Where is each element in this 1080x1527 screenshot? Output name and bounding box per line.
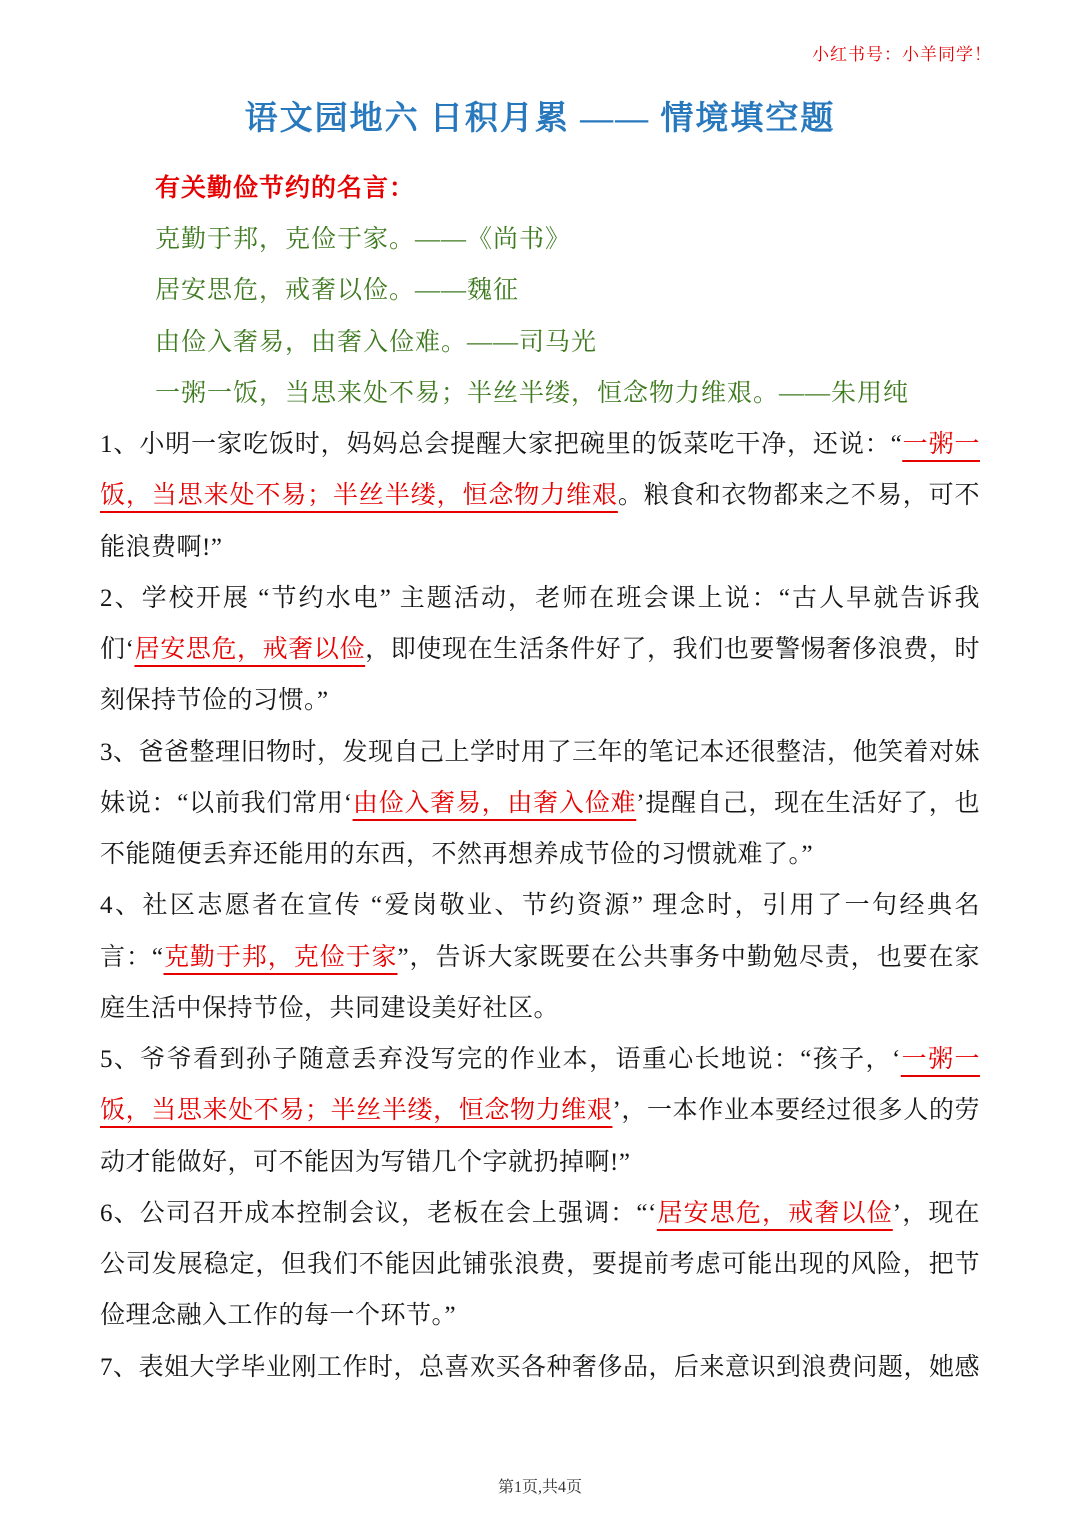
question-text: ”，告诉大家既要在公共事务中勤勉尽责，也要在家庭生活中保持节俭，共同建设美好社区。: [100, 943, 980, 1022]
answer-text: 居安思危，戒奢以俭: [656, 1199, 893, 1227]
question-text: 3、爸爸整理旧物时，发现自己上学时用了三年的笔记本还很整洁，他笑着对妹妹说：“以前我们常用‘: [100, 738, 981, 817]
question-paragraph: [100, 727, 980, 881]
question-paragraph: [100, 880, 980, 1034]
quote-line: 由俭入奢易，由奢入俭难。——司马光: [155, 328, 598, 356]
question-text: ’提醒自己，现在生活好了，也不能随便丢弃还能用的东西，不然再想养成节俭的习惯就难了。”: [100, 789, 980, 869]
question-text: 6、公司召开成本控制会议，老板在会上强调：“‘: [100, 1199, 657, 1227]
quote-line: 一粥一饭，当思来处不易；半丝半缕，恒念物力维艰。——朱用纯: [155, 379, 910, 407]
question-paragraph: [100, 1034, 980, 1188]
question-paragraph: [100, 1188, 980, 1342]
page-title: 语文园地六 日积月累 —— 情境填空题: [244, 101, 836, 137]
quote-line: 居安思危，戒奢以俭。——魏征: [155, 277, 520, 305]
answer-text: 克勤于邦，克俭于家: [163, 943, 398, 971]
question-text: 2、学校开展 “节约水电” 主题活动，老师在班会课上说：“古人早就告诉我们‘: [100, 584, 980, 664]
question-text: ’，一本作业本要经过很多人的劳动才能做好，可不能因为写错几个字就扔掉啊!”: [100, 1097, 980, 1176]
quote-line: 克勤于邦，克俭于家。——《尚书》: [155, 226, 572, 254]
question-text: ，即使现在生活条件好了，我们也要警惕奢侈浪费，时刻保持节俭的习惯。”: [100, 636, 980, 715]
question-paragraph: [100, 419, 980, 573]
quotes-section: [155, 163, 978, 419]
quotes-list: [155, 214, 978, 419]
question-text: 5、爷爷看到孙子随意丢弃没写完的作业本，语重心长地说：“孩子，‘: [100, 1046, 901, 1074]
watermark-text: 小红书号：小羊同学！: [812, 45, 992, 64]
questions: [100, 419, 980, 1393]
answer-text: 居安思危，戒奢以俭: [134, 636, 366, 664]
question-text: 1、小明一家吃饭时，妈妈总会提醒大家把碗里的饭菜吃干净，还说：“: [100, 431, 903, 459]
answer-text: 一粥一饭，当思来处不易；半丝半缕，恒念物力维艰: [100, 1046, 980, 1125]
question-paragraph: [100, 573, 980, 727]
answer-text: 一粥一饭，当思来处不易；半丝半缕，恒念物力维艰: [100, 431, 980, 510]
question-paragraph: [100, 1342, 980, 1393]
question-text: ’，现在公司发展稳定，但我们不能因此铺张浪费，要提前考虑可能出现的风险，把节俭理念融入工作的每一个环节。”: [100, 1199, 980, 1330]
page-footer: 第1页,共4页: [497, 1479, 582, 1496]
answer-text: 由俭入奢易，由奢入俭难: [352, 789, 637, 817]
question-text: 4、社区志愿者在宣传 “爱岗敬业、节约资源” 理念时，引用了一句经典名言：“: [100, 892, 980, 971]
section-heading: 有关勤俭节约的名言：: [155, 174, 416, 202]
question-text: 7、表姐大学毕业刚工作时，总喜欢买各种奢侈品，后来意识到浪费问题，她感: [100, 1353, 981, 1381]
question-text: 。粮食和衣物都来之不易，可不能浪费啊!”: [100, 482, 980, 561]
